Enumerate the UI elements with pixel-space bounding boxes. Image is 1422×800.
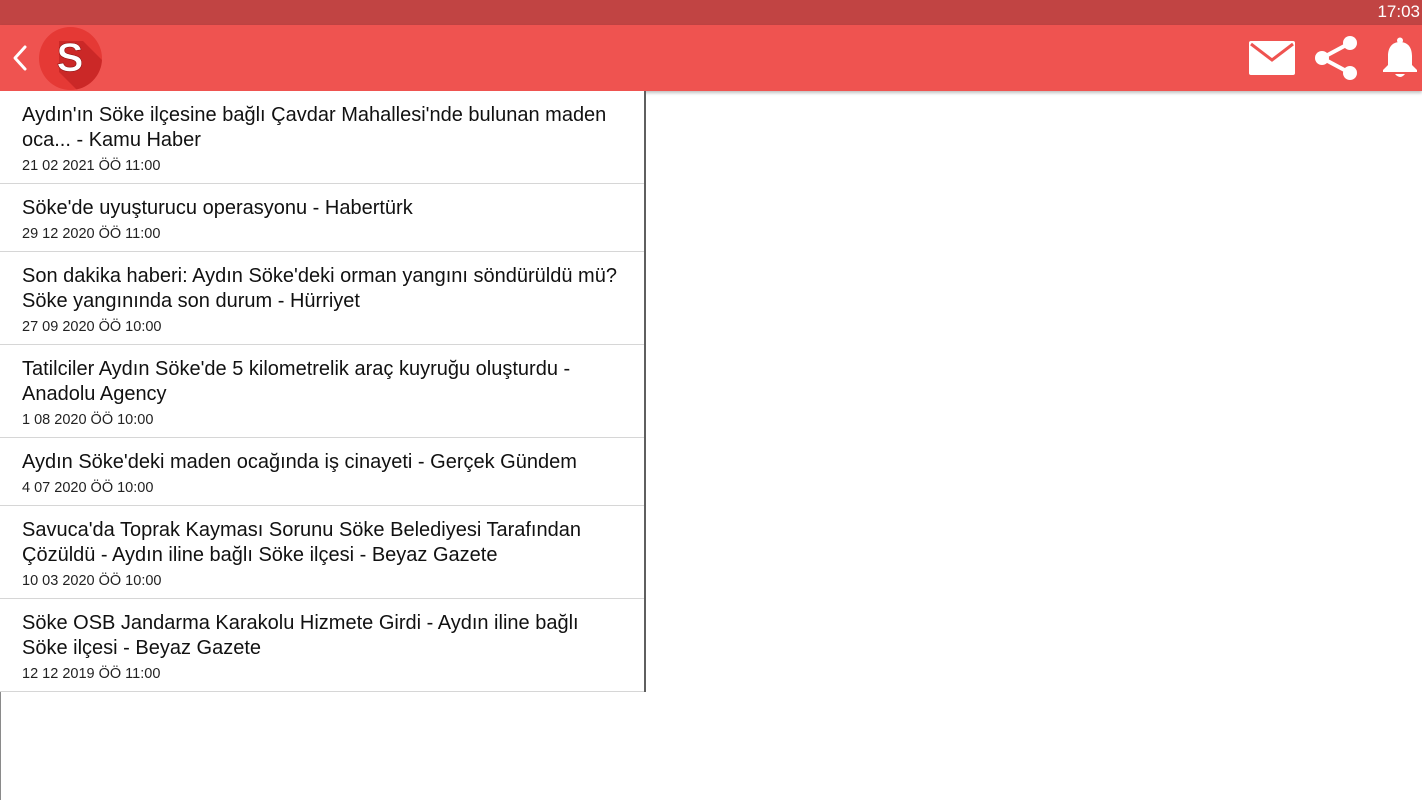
logo-letter: S (56, 36, 84, 80)
news-title: Tatilciler Aydın Söke'de 5 kilometrelik araç kuyruğu oluşturdu - Anadolu Agency (22, 358, 571, 405)
bell-icon (1382, 37, 1418, 79)
news-date: 12 12 2019 ÖÖ 11:00 (22, 666, 161, 682)
logo-shadow (39, 27, 102, 90)
news-item[interactable] (0, 506, 644, 599)
chevron-left-icon (12, 44, 28, 72)
news-item[interactable] (0, 184, 644, 252)
share-button[interactable] (1310, 25, 1362, 91)
news-date: 29 12 2020 ÖÖ 11:00 (22, 226, 161, 242)
news-title: Aydın Söke'deki maden ocağında iş cinayeti - Gerçek Gündem (22, 451, 577, 473)
news-date: 4 07 2020 ÖÖ 10:00 (22, 480, 154, 496)
notifications-button[interactable] (1378, 25, 1422, 91)
back-button[interactable] (6, 42, 34, 74)
news-item[interactable] (0, 345, 644, 438)
news-title: Aydın'ın Söke ilçesine bağlı Çavdar Mahallesi'nde bulunan maden oca... - Kamu Haber (22, 104, 607, 151)
app-bar (0, 25, 1422, 91)
mail-button[interactable] (1246, 25, 1298, 91)
news-title: Savuca'da Toprak Kayması Sorunu Söke Belediyesi Tarafından Çözüldü - Aydın iline bağlı Söke ilçesi - Beyaz Gazete (22, 519, 581, 566)
news-item[interactable] (0, 599, 644, 692)
status-bar (0, 0, 1422, 25)
share-icon (1313, 35, 1359, 81)
news-date: 27 09 2020 ÖÖ 10:00 (22, 319, 162, 335)
app-logo[interactable] (39, 27, 102, 90)
news-date: 21 02 2021 ÖÖ 11:00 (22, 158, 161, 174)
news-item[interactable] (0, 91, 644, 184)
news-date: 10 03 2020 ÖÖ 10:00 (22, 573, 162, 589)
news-date: 1 08 2020 ÖÖ 10:00 (22, 412, 154, 428)
news-list (0, 91, 646, 692)
news-title: Son dakika haberi: Aydın Söke'deki orman yangını söndürüldü mü? Söke yangınında son durum - Hürriyet (22, 265, 617, 312)
news-title: Söke'de uyuşturucu operasyonu - Habertürk (22, 197, 413, 219)
envelope-icon (1249, 41, 1295, 75)
status-time: 17:03 (1377, 2, 1420, 21)
news-item[interactable] (0, 438, 644, 506)
news-title: Söke OSB Jandarma Karakolu Hizmete Girdi - Aydın iline bağlı Söke ilçesi - Beyaz Gazete (22, 612, 579, 659)
news-item[interactable] (0, 252, 644, 345)
